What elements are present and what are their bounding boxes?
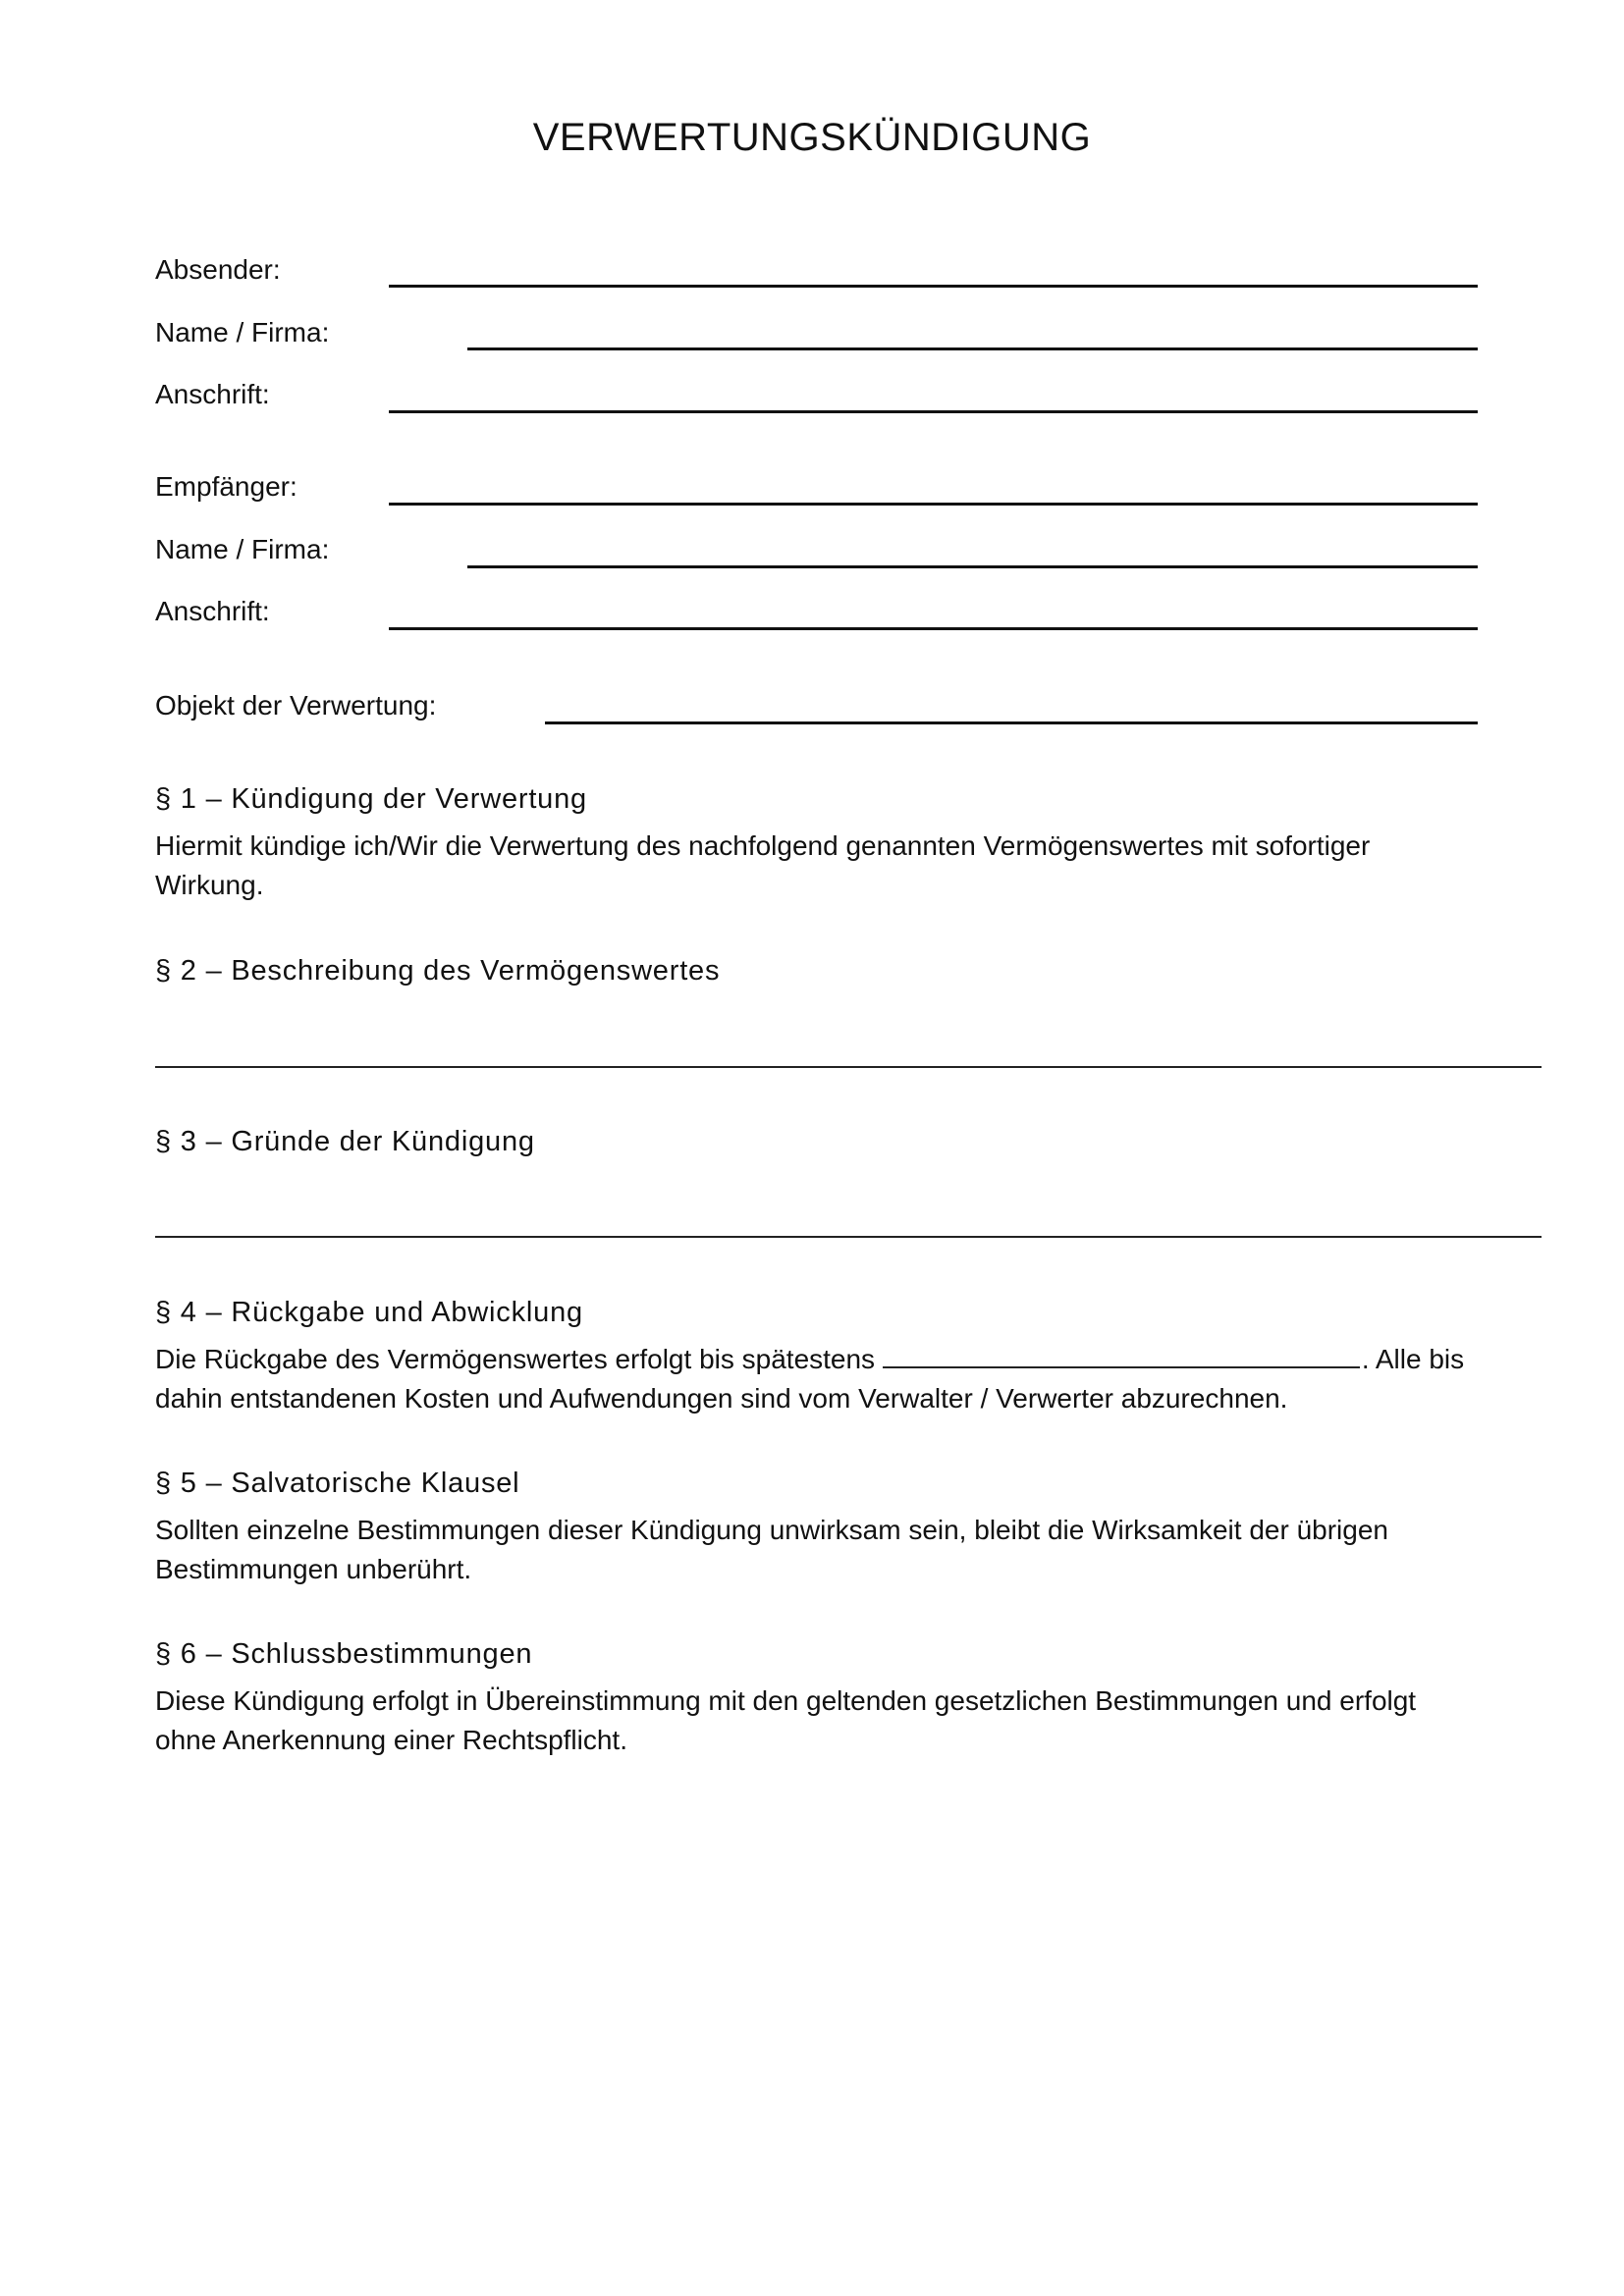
document-title: VERWERTUNGSKÜNDIGUNG <box>532 116 1092 159</box>
section-4-text-after: . Alle bis dahin entstandenen Kosten und Aufwendungen sind vom Verwalter / Verwerter abzurechnen. <box>155 1344 1465 1414</box>
section-4-text-before: Die Rückgabe des Vermögenswertes erfolgt bis spätestens <box>155 1344 876 1374</box>
section-3-heading: § 3 – Gründe der Kündigung <box>155 1126 535 1157</box>
section-4-text <box>155 1340 1471 1418</box>
section-6-heading: § 6 – Schlussbestimmungen <box>155 1638 533 1670</box>
object-label: Objekt der Verwertung: <box>155 690 437 721</box>
sender-name-label: Name / Firma: <box>155 317 330 347</box>
recipient-label: Empfänger: <box>155 471 298 502</box>
sender-name-field-line[interactable] <box>467 347 1478 350</box>
recipient-name-label: Name / Firma: <box>155 534 330 564</box>
section-5-heading: § 5 – Salvatorische Klausel <box>155 1468 520 1499</box>
section-1-text: Hiermit kündige ich/Wir die Verwertung des nachfolgend genannten Vermögenswertes mit sofortiger Wirkung. <box>155 830 1371 900</box>
recipient-name-field-line[interactable] <box>467 565 1478 568</box>
section-1-heading: § 1 – Kündigung der Verwertung <box>155 783 587 815</box>
sender-field-line[interactable] <box>389 285 1478 288</box>
section-2-heading: § 2 – Beschreibung des Vermögenswertes <box>155 955 721 987</box>
section-5-text: Sollten einzelne Bestimmungen dieser Kündigung unwirksam sein, bleibt die Wirksamkeit der übrigen Bestimmungen unberührt. <box>155 1515 1388 1584</box>
recipient-address-label: Anschrift: <box>155 596 270 626</box>
recipient-field-line[interactable] <box>389 503 1478 506</box>
section-4-heading: § 4 – Rückgabe und Abwicklung <box>155 1297 583 1328</box>
section-6-text: Diese Kündigung erfolgt in Übereinstimmung mit den geltenden gesetzlichen Bestimmungen und erfolgt ohne Anerkennung einer Rechtspflicht. <box>155 1685 1417 1755</box>
sender-address-label: Anschrift: <box>155 379 270 409</box>
return-date-blank[interactable] <box>883 1343 1360 1368</box>
recipient-address-field-line[interactable] <box>389 627 1478 630</box>
section-2-blank-line[interactable] <box>155 1066 1542 1068</box>
sender-label: Absender: <box>155 254 281 285</box>
section-3-blank-line[interactable] <box>155 1236 1542 1238</box>
object-field-line[interactable] <box>545 721 1478 724</box>
sender-address-field-line[interactable] <box>389 410 1478 413</box>
